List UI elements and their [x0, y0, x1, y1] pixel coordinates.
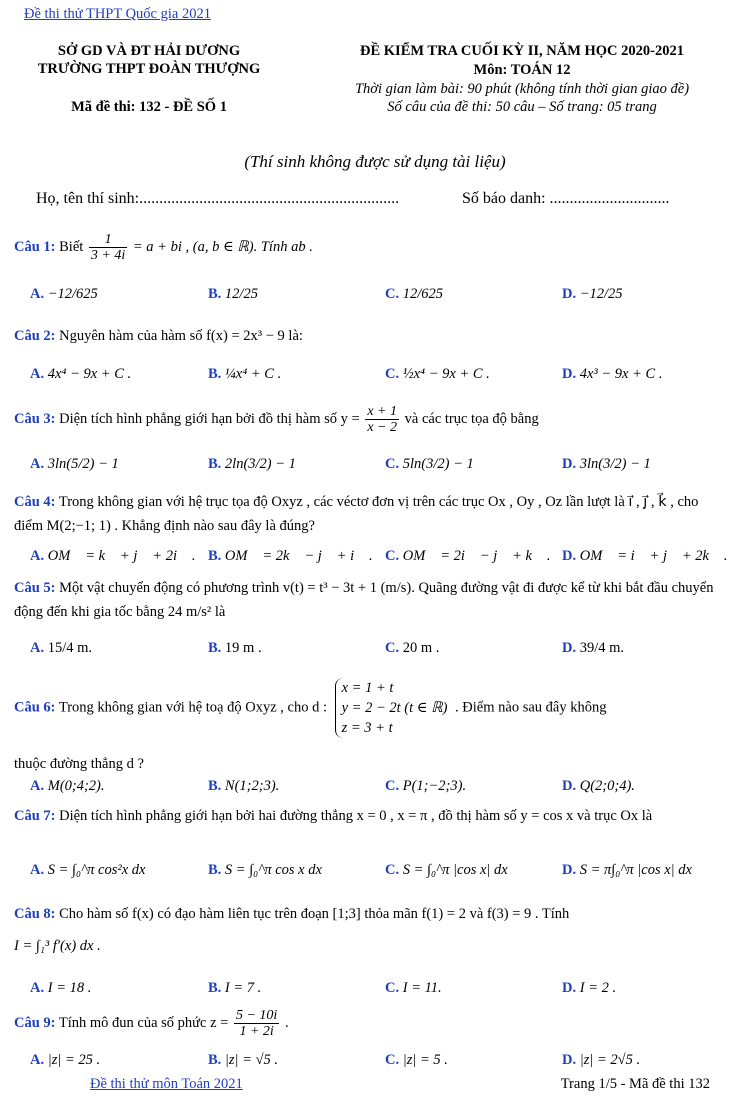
q7-option-b[interactable]: B. S = ∫₀^π cos x dx: [208, 862, 322, 878]
q8-option-d[interactable]: D. I = 2 .: [562, 980, 617, 996]
q2-option-c[interactable]: C. ½x⁴ − 9x + C .: [385, 366, 490, 382]
q3-option-c[interactable]: C. 5ln(3/2) − 1: [385, 456, 474, 472]
question-text: Biết: [59, 238, 84, 255]
q9-option-b[interactable]: B. |z| = √5 .: [208, 1052, 279, 1068]
question-6: Câu 6: Trong không gian với hệ toạ độ Oxyz , cho d : x = 1 + t y = 2 − 2t (t ∈ ℝ) z = 3 + t . Điểm nào sau đây không: [14, 680, 607, 736]
q3-option-d[interactable]: D. 3ln(3/2) − 1: [562, 456, 651, 472]
question-text: = a + bi , (a, b ∈ ℝ). Tính ab .: [132, 238, 313, 255]
q6-option-d[interactable]: D. Q(2;0;4).: [562, 778, 635, 794]
q7-option-d[interactable]: D. S = π∫₀^π |cos x| dx: [562, 862, 692, 878]
school-name: TRƯỜNG THPT ĐOÀN THƯỢNG: [37, 61, 261, 77]
question-5: Câu 5: Một vật chuyển động có phương trình v(t) = t³ − 3t + 1 (m/s). Quãng đường vật đi được kể từ khi bắt đầu chuyển động đến khi gia tốc bằng 24 m/s² là: [14, 580, 714, 620]
page-number: Trang 1/5 - Mã đề thi 132: [560, 1076, 710, 1092]
question-count: Số câu của đề thi: 50 câu – Số trang: 05 trang: [387, 99, 657, 115]
q3-option-b[interactable]: B. 2ln(3/2) − 1: [208, 456, 296, 472]
fraction: $\frac{5 - 10i}{1 + 2i}$: [235, 1008, 278, 1039]
exam-title: ĐỀ KIỂM TRA CUỐI KỲ II, NĂM HỌC 2020-2021: [360, 43, 684, 59]
q1-option-a[interactable]: A. −12/625: [30, 286, 98, 302]
q5-option-d[interactable]: D. 39/4 m.: [562, 640, 625, 656]
fraction: $\frac{x + 1}{x - 2}$: [367, 404, 398, 435]
q4-option-c[interactable]: C. OM⃗ = 2i⃗ − j⃗ + k⃗ .: [385, 548, 551, 564]
q4-option-a[interactable]: A. OM⃗ = k⃗ + j⃗ + 2i⃗ .: [30, 548, 196, 564]
question-7: Câu 7: Diện tích hình phẳng giới hạn bởi hai đường thẳng x = 0 , x = π , đồ thị hàm số y = cos x và trục Ox là: [14, 808, 653, 824]
q8-option-c[interactable]: C. I = 11.: [385, 980, 442, 996]
question-9: Câu 9: Tính mô đun của số phức z = $\frac{5 - 10i}{1 + 2i}$ .: [14, 1008, 289, 1039]
q1-option-c[interactable]: C. 12/625: [385, 286, 444, 302]
q2-option-a[interactable]: A. 4x⁴ − 9x + C .: [30, 366, 132, 382]
no-materials-note: (Thí sinh không được sử dụng tài liệu): [244, 152, 506, 171]
q4-option-b[interactable]: B. OM⃗ = 2k⃗ − j⃗ + i⃗ .: [208, 548, 373, 564]
question-label: Câu 1:: [14, 238, 56, 255]
q6-option-c[interactable]: C. P(1;−2;3).: [385, 778, 467, 794]
q2-option-b[interactable]: B. ¼x⁴ + C .: [208, 366, 282, 382]
question-8-integral: I = ∫₁³ f′(x) dx .: [14, 938, 101, 954]
question-4: Câu 4: Trong không gian với hệ trục tọa độ Oxyz , các véctơ đơn vị trên các trục Ox , Oy , Oz lần lượt là i⃗ , j⃗ , k⃗ , cho điểm M(2;−1; 1) . Khẳng định nào sau đây là đúng?: [14, 494, 699, 534]
candidate-name-line: Họ, tên thí sinh:.................................................................: [36, 190, 400, 207]
q8-option-a[interactable]: A. I = 18 .: [30, 980, 92, 996]
footer-link[interactable]: Đề thi thử môn Toán 2021: [90, 1076, 243, 1092]
q5-option-c[interactable]: C. 20 m .: [385, 640, 440, 656]
q6-option-a[interactable]: A. M(0;4;2).: [30, 778, 105, 794]
equation-system: x = 1 + t y = 2 − 2t (t ∈ ℝ) z = 3 + t: [335, 678, 448, 738]
q7-option-a[interactable]: A. S = ∫₀^π cos²x dx: [30, 862, 146, 878]
fraction: $\frac{1}{3 + 4i}$: [90, 232, 126, 263]
subject: Môn: TOÁN 12: [473, 62, 571, 78]
question-1: [14, 232, 714, 263]
q1-option-b[interactable]: B. 12/25: [208, 286, 258, 302]
dept-name: SỞ GD VÀ ĐT HẢI DƯƠNG: [57, 43, 241, 59]
question-8: Câu 8: Cho hàm số f(x) có đạo hàm liên tục trên đoạn [1;3] thỏa mãn f(1) = 2 và f(3) = 9 . Tính: [14, 906, 570, 922]
q9-option-a[interactable]: A. |z| = 25 .: [30, 1052, 101, 1068]
q7-option-c[interactable]: C. S = ∫₀^π |cos x| dx: [385, 862, 508, 878]
q6-option-b[interactable]: B. N(1;2;3).: [208, 778, 280, 794]
question-2: Câu 2: Nguyên hàm của hàm số f(x) = 2x³ − 9 là:: [14, 328, 303, 344]
q5-option-a[interactable]: A. 15/4 m.: [30, 640, 93, 656]
q1-option-d[interactable]: D. −12/25: [562, 286, 623, 302]
q8-option-b[interactable]: B. I = 7 .: [208, 980, 262, 996]
q4-option-d[interactable]: D. OM⃗ = i⃗ + j⃗ + 2k⃗ .: [562, 548, 728, 564]
q9-option-d[interactable]: D. |z| = 2√5 .: [562, 1052, 641, 1068]
q5-option-b[interactable]: B. 19 m .: [208, 640, 262, 656]
top-link[interactable]: Đề thi thử THPT Quốc gia 2021: [24, 6, 211, 22]
candidate-number-line: Số báo danh: ..............................: [462, 190, 670, 207]
q3-option-a[interactable]: A. 3ln(5/2) − 1: [30, 456, 119, 472]
question-3: Câu 3: Diện tích hình phẳng giới hạn bởi đồ thị hàm số y = $\frac{x + 1}{x - 2}$ và các trục tọa độ bằng: [14, 404, 539, 435]
question-6-cont: thuộc đường thẳng d ?: [14, 756, 144, 772]
time-limit: Thời gian làm bài: 90 phút (không tính thời gian giao đề): [354, 81, 690, 97]
q2-option-d[interactable]: D. 4x³ − 9x + C .: [562, 366, 663, 382]
q9-option-c[interactable]: C. |z| = 5 .: [385, 1052, 448, 1068]
exam-code: Mã đề thi: 132 - ĐỀ SỐ 1: [71, 99, 227, 115]
